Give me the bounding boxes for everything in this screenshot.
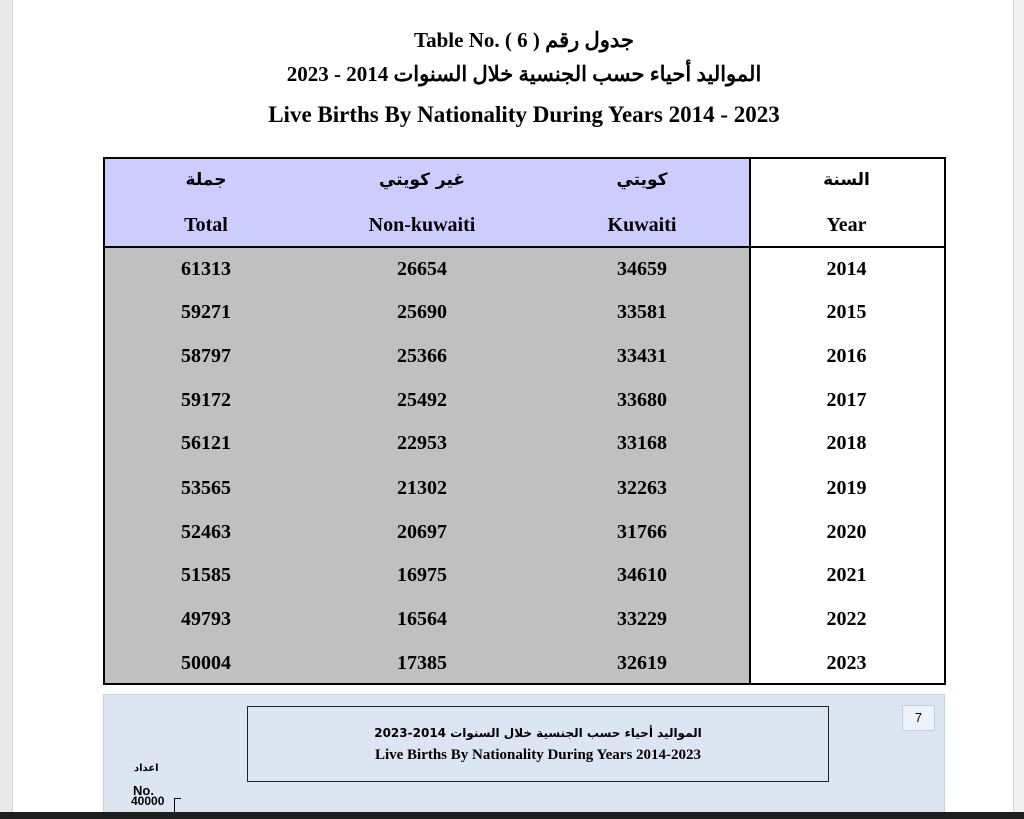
page-number: 7 bbox=[902, 705, 935, 731]
cell-kuwaiti: 33168 bbox=[617, 432, 667, 454]
cell-year: 2023 bbox=[826, 652, 867, 674]
cell-year: 2022 bbox=[826, 608, 867, 630]
cell-non-kuwaiti: 20697 bbox=[397, 521, 447, 543]
english-title: Live Births By Nationality During Years 2014 - 2023 bbox=[268, 102, 780, 127]
footer-title-box bbox=[247, 706, 829, 782]
cell-total: 51585 bbox=[181, 564, 231, 586]
header-divider bbox=[105, 246, 944, 248]
header-non-kuwaiti-en: Non-kuwaiti bbox=[368, 214, 476, 236]
live-births-table bbox=[103, 157, 946, 685]
header-kuwaiti-ar: كويتي bbox=[616, 170, 668, 190]
cell-non-kuwaiti: 16975 bbox=[397, 564, 447, 586]
cell-year: 2017 bbox=[826, 389, 867, 411]
cell-kuwaiti: 33680 bbox=[617, 389, 667, 411]
cell-kuwaiti: 33229 bbox=[617, 608, 667, 630]
header-non-kuwaiti-ar: غير كويتي bbox=[378, 170, 466, 190]
arabic-title: المواليد أحياء حسب الجنسية خلال السنوات 2014 - 2023 bbox=[286, 62, 762, 86]
cell-year: 2019 bbox=[826, 477, 867, 499]
header-kuwaiti-en: Kuwaiti bbox=[607, 214, 677, 236]
header-total-en: Total bbox=[184, 214, 228, 236]
cell-year: 2014 bbox=[826, 258, 867, 280]
cell-kuwaiti: 31766 bbox=[617, 521, 667, 543]
cell-total: 53565 bbox=[181, 477, 231, 499]
cell-kuwaiti: 32619 bbox=[617, 652, 667, 674]
number-label: No. bbox=[133, 783, 154, 798]
cell-total: 56121 bbox=[181, 432, 231, 454]
cell-kuwaiti: 34659 bbox=[617, 258, 667, 280]
cell-non-kuwaiti: 17385 bbox=[397, 652, 447, 674]
header-year-ar: السنة bbox=[823, 170, 870, 190]
cell-non-kuwaiti: 16564 bbox=[397, 608, 447, 630]
cell-total: 52463 bbox=[181, 521, 231, 543]
cell-total: 49793 bbox=[181, 608, 231, 630]
cell-total: 50004 bbox=[181, 652, 231, 674]
cell-kuwaiti: 32263 bbox=[617, 477, 667, 499]
year-column-divider bbox=[749, 159, 751, 683]
header-total-ar: جملة bbox=[185, 170, 227, 190]
cell-kuwaiti: 33431 bbox=[617, 345, 667, 367]
table-number-title: Table No. ( 6 ) جدول رقم bbox=[414, 28, 634, 52]
header-year-en: Year bbox=[826, 214, 867, 236]
cell-total: 59172 bbox=[181, 389, 231, 411]
cell-kuwaiti: 33581 bbox=[617, 301, 667, 323]
cell-year: 2020 bbox=[826, 521, 867, 543]
cell-year: 2021 bbox=[826, 564, 867, 586]
cell-year: 2016 bbox=[826, 345, 867, 367]
cell-non-kuwaiti: 26654 bbox=[397, 258, 447, 280]
cell-kuwaiti: 34610 bbox=[617, 564, 667, 586]
cell-total: 58797 bbox=[181, 345, 231, 367]
cell-non-kuwaiti: 25366 bbox=[397, 345, 447, 367]
cell-year: 2015 bbox=[826, 301, 867, 323]
print-quantity: 40000 bbox=[131, 794, 165, 808]
footer-title-en: Live Births By Nationality During Years 2014-2023 bbox=[374, 747, 702, 763]
page-footer-panel bbox=[103, 694, 945, 819]
cell-non-kuwaiti: 25690 bbox=[397, 301, 447, 323]
cell-non-kuwaiti: 25492 bbox=[397, 389, 447, 411]
bracket-mark bbox=[174, 798, 181, 813]
cell-year: 2018 bbox=[826, 432, 867, 454]
cell-total: 59271 bbox=[181, 301, 231, 323]
cell-non-kuwaiti: 21302 bbox=[397, 477, 447, 499]
prepared-label: اعداد bbox=[134, 763, 159, 774]
cell-non-kuwaiti: 22953 bbox=[397, 432, 447, 454]
footer-title-ar: المواليد أحياء حسب الجنسية خلال السنوات 2014-2023 bbox=[374, 726, 702, 740]
cell-total: 61313 bbox=[181, 258, 231, 280]
viewer-bottom-bar bbox=[0, 812, 1024, 819]
